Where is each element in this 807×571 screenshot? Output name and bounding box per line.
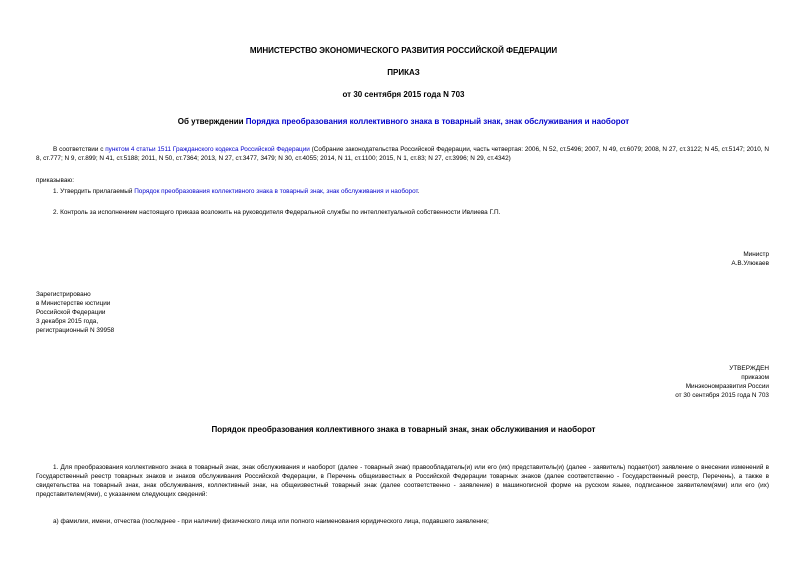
procedure-paragraph-1: 1. Для преобразования коллективного знака в товарный знак, знак обслуживания и наоборот (далее - товарный знак) правообладатель(и) или его (их) представитель(и) (далее - заявитель) подает(ют) заявление о внесении изменений в Государственный реестр товарных знаков и знаков обслуживания Российской Федерации, в Перечень общеизвестных в Российской Федерации товарных знаков (далее соответственно - Государственный реестр, Перечень), а также в свидетельства на товарный знак, знак обслуживания, коллективный знак, на общеизвестный товарный знак (далее соответственно - заявление) в машинописной форме на русском языке, подписанное заявителем(ями) или его (их) представителем(ями), с указанием следующих сведений: [36, 464, 769, 498]
registration-line-2: в Министерстве юстиции [36, 300, 111, 307]
order-title [0, 117, 807, 126]
registration-line-3: Российской Федерации [36, 309, 106, 316]
order-item-1-suffix: . [417, 188, 420, 195]
approval-line-3: Минэкономразвития России [685, 383, 769, 390]
registration-line-5: регистрационный N 39958 [36, 327, 115, 334]
signature-name: А.В.Улюкаев [731, 260, 769, 267]
civil-code-link[interactable]: пунктом 4 статьи 1511 Гражданского кодекса Российской Федерации [105, 146, 310, 153]
signature-block [560, 250, 769, 268]
approval-block [560, 364, 769, 400]
order-title-link[interactable]: Порядка преобразования коллективного знака в товарный знак, знак обслуживания и наоборот [245, 117, 630, 126]
registration-block [36, 290, 114, 335]
preamble-prefix: В соответствии с [53, 146, 106, 153]
approval-line-4: от 30 сентября 2015 года N 703 [675, 392, 769, 399]
doc-date-number: от 30 сентября 2015 года N 703 [342, 90, 465, 99]
order-item-2: 2. Контроль за исполнением настоящего приказа возложить на руководителя Федеральной службы по интеллектуальной собственности Ивлиева Г.П. [53, 209, 501, 216]
approval-line-2: приказом [741, 374, 769, 381]
order-item-1-prefix: 1. Утвердить прилагаемый [53, 188, 135, 195]
doc-type-heading: ПРИКАЗ [387, 68, 420, 77]
approval-line-1: УТВЕРЖДЕН [729, 365, 769, 372]
ministry-heading: МИНИСТЕРСТВО ЭКОНОМИЧЕСКОГО РАЗВИТИЯ РОССИЙСКОЙ ФЕДЕРАЦИИ [249, 46, 558, 55]
procedure-title: Порядок преобразования коллективного знака в товарный знак, знак обслуживания и наоборот [211, 425, 596, 434]
procedure-link[interactable]: Порядок преобразования коллективного знака в товарный знак, знак обслуживания и наоборот [134, 188, 418, 195]
order-word: приказываю: [36, 177, 74, 184]
signature-position: Министр [743, 251, 769, 258]
order-title-prefix: Об утверждении [177, 117, 246, 126]
registration-line-4: 3 декабря 2015 года, [36, 318, 99, 325]
preamble-rest: (Собрание законодательства Российской Федерации, часть четвертая: 2006, N 52, ст.5496; 2007, N 49, ст.6079; 2008, N 27, ст.3122; N 45, ст.5147; 2010, N 8, ст.777; N 9, ст.899; N 41, ст.5188; 2011, N 50, ст.7364; 2013, N 27, ст.3477, 3479; N 30, ст.4055; 2014, N 11, ст.1100; 2015, N 1, ст.83; N 27, ст.3996; N 29, ст.4342) [36, 146, 770, 162]
order-item-1 [53, 187, 420, 196]
preamble-paragraph [36, 145, 769, 163]
registration-line-1: Зарегистрировано [36, 291, 91, 298]
procedure-paragraph-2: а) фамилии, имени, отчества (последнее - при наличии) физического лица или полного наименования юридического лица, подавшего заявление; [53, 518, 489, 525]
